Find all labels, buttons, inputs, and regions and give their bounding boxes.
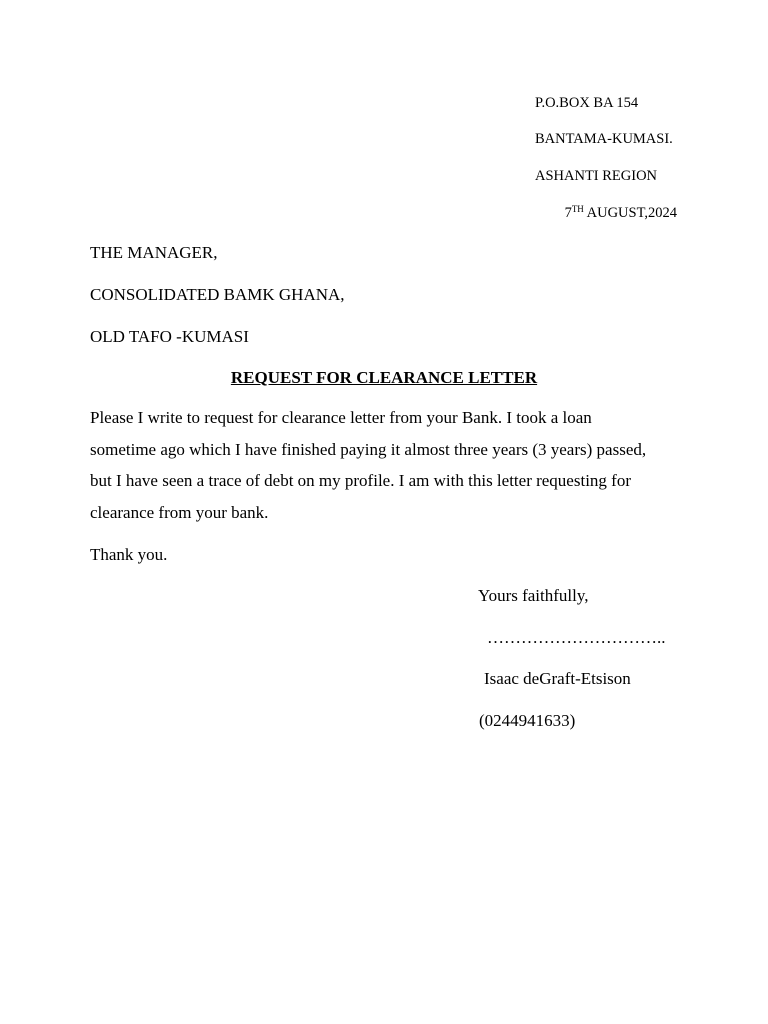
date-suffix: TH — [571, 204, 584, 214]
body-line: clearance from your bank. — [90, 502, 269, 522]
signer-name: Isaac deGraft-Etsison — [484, 669, 631, 688]
sender-address-line-1: P.O.BOX BA 154 — [535, 95, 639, 111]
body-line: sometime ago which I have finished paying it almost three years (3 years) passed, — [90, 439, 647, 459]
sender-address-line-2: BANTAMA-KUMASI. — [535, 131, 673, 147]
body-line: Please I write to request for clearance letter from your Bank. I took a loan — [90, 408, 592, 427]
sender-address-line-3: ASHANTI REGION — [535, 168, 658, 184]
signoff-salutation: Yours faithfully, — [478, 586, 589, 605]
closing-thanks: Thank you. — [90, 545, 168, 564]
recipient-line-2: CONSOLIDATED BAMK GHANA, — [90, 285, 345, 304]
date-month-year: AUGUST,2024 — [583, 205, 677, 221]
body-line: but I have seen a trace of debt on my profile. I am with this letter requesting for — [90, 471, 631, 490]
recipient-line-1: THE MANAGER, — [90, 243, 218, 262]
date-day: 7 — [564, 205, 572, 221]
letter-body — [90, 402, 678, 528]
recipient-line-3: OLD TAFO -KUMASI — [90, 327, 249, 346]
signer-phone: (0244941633) — [479, 711, 576, 730]
letter-subject: REQUEST FOR CLEARANCE LETTER — [230, 368, 538, 387]
signature-line: ………………………….. — [487, 628, 666, 647]
letter-date — [565, 206, 677, 221]
